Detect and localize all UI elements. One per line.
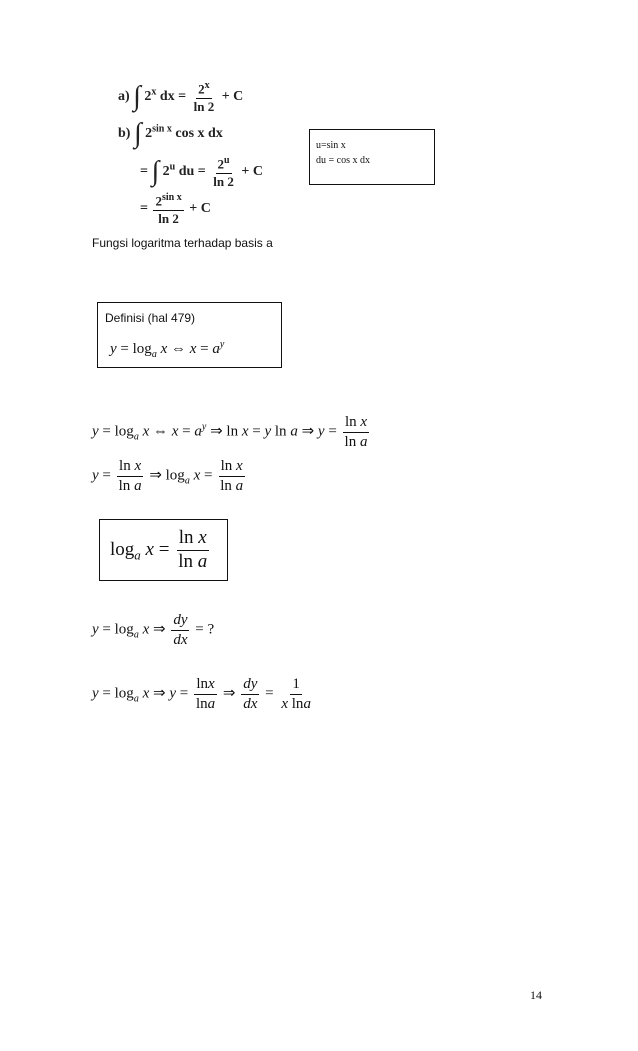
result-formula: $\log_a x$ = $\frac{\text{ln x}}{\text{ln a}}$ — [110, 527, 208, 572]
example-a-integrand: 2 — [144, 89, 152, 105]
example-b-line-1: b) ∫ $2^{sin x}$ cos x dx — [118, 118, 223, 149]
derivative-answer: $y = \log_a x$ ⇒ y = $\frac{\ln x}{\ln a}$ ⇒ $\frac{dy}{dx}$ = $\frac{1}{\text{x lna}}$ — [92, 676, 311, 712]
page-number: 14 — [530, 988, 542, 1002]
substitution-line-1: u=sin x — [316, 140, 346, 151]
integral-icon: ∫ — [133, 118, 142, 149]
result-box — [99, 519, 228, 581]
example-b-label: b) — [118, 126, 131, 142]
example-b-line-3-fraction: $\frac{2^{sin x}}{\ln 2}$ — [155, 192, 182, 226]
integral-icon: ∫ — [151, 155, 160, 187]
definition-formula: $y = \log_a x$ ⇔ $x = a^y$ — [110, 339, 225, 360]
example-a-label: a) — [118, 89, 130, 105]
example-b-line-2-fraction: $\frac{2^u}{\ln 2}$ — [213, 155, 234, 189]
example-b-line-3: = $\frac{2^{sin x}}{\ln 2}$ + C — [140, 192, 211, 226]
substitution-box — [309, 129, 435, 185]
example-a-constant: + C — [221, 89, 244, 105]
substitution-line-2: du = cos x dx — [316, 155, 370, 166]
derivation-line-1: $y = \log_a x$ ⇔ $x = a^y$ ⇒ ln x = y ln a ⇒ y = $\frac{\text{ln x}}{\text{ln a}}$ — [92, 414, 368, 450]
section-heading: Fungsi logaritma terhadap basis a — [92, 236, 273, 250]
integral-icon: ∫ — [133, 80, 141, 112]
example-a-dx: dx = — [159, 89, 187, 105]
definition-box — [97, 302, 282, 368]
definition-title: Definisi (hal 479) — [105, 311, 196, 325]
example-b-rest: cos x dx — [175, 126, 223, 142]
derivative-question: $y = \log_a x$ ⇒ $\frac{dy}{dx}$ = ? — [92, 612, 215, 648]
example-a-fraction: $\frac{2^x}{\ln 2}$ — [193, 80, 215, 114]
derivation-line-2: y = $\frac{\text{ln x}}{\text{ln a}}$ ⇒ $\log_a x$ = $\frac{\text{ln x}}{\text{ln a}}$ — [92, 458, 244, 494]
example-b-line-2: = ∫ 2$^u$ du = $\frac{2^u}{\ln 2}$ + C — [140, 155, 263, 189]
example-a: a) ∫ 2$^x$ dx = $\frac{2^x}{\ln 2}$ + C — [118, 80, 244, 114]
